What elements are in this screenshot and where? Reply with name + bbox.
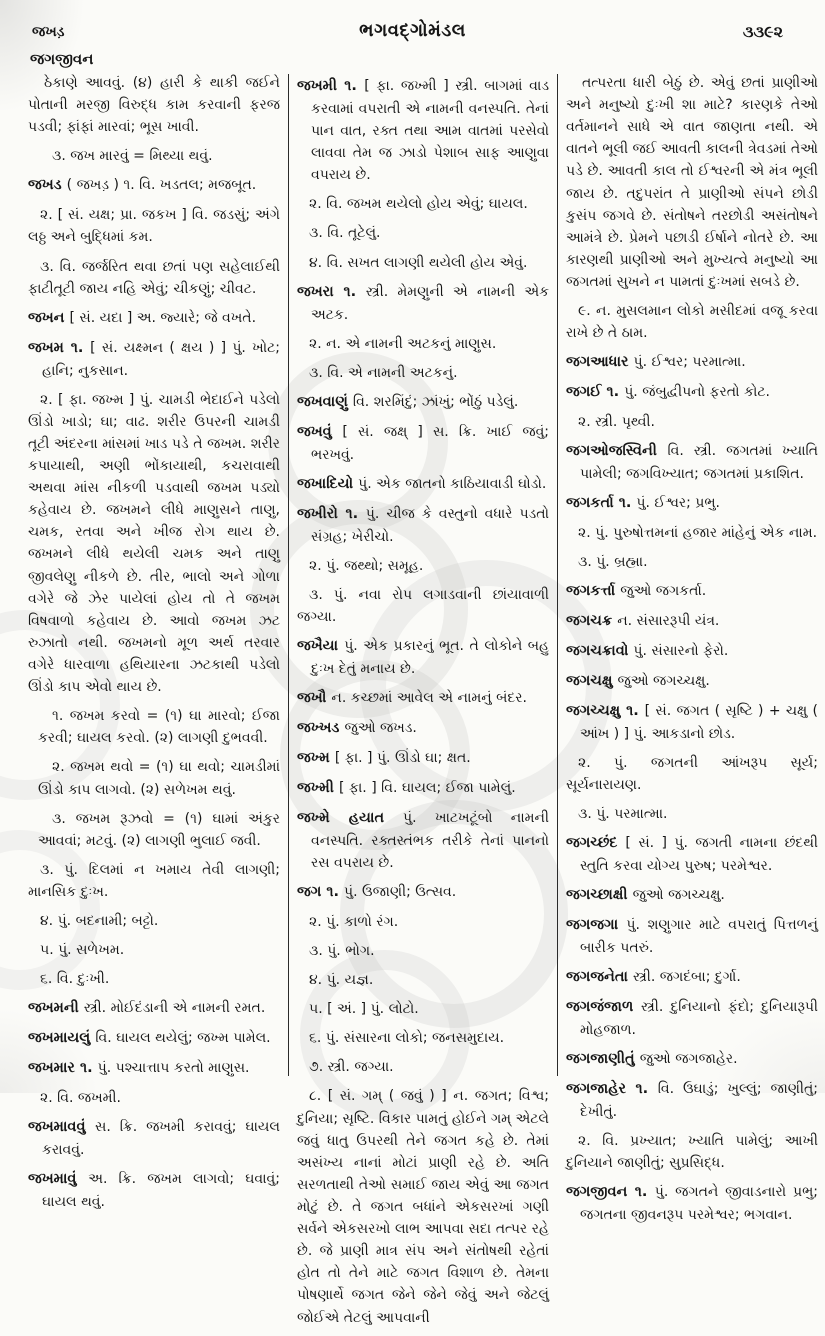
entry-paragraph: જગકર્ત્તા જુઓ જગકર્તા. bbox=[566, 583, 707, 600]
text-paragraph: ૭. સ્ત્રી. જગ્યા. bbox=[309, 1059, 394, 1076]
entry-paragraph: જખ્મી [ ફા. ] વિ. ઘાયલ; ઈજા પામેલું. bbox=[297, 779, 516, 796]
entry-paragraph: જગજંજાળ સ્ત્રી. દુનિયાનો ફંદો; દુનિયારૂપી મોહજાળ. bbox=[566, 999, 818, 1039]
headword: જગઓજસ્વિની bbox=[566, 443, 668, 460]
text-paragraph: ૩. વિ. જર્જરિત થવા છતાં પણ સહેલાઈથી ફાટીતૂટી જાય નહિ એવું; ચીકણું; ચીવટ. bbox=[28, 258, 280, 297]
entry-paragraph: જગઆધાર પું. ઈશ્વર; પરમાત્મા. bbox=[566, 354, 746, 371]
text-paragraph: ૩. પું. પરમાત્મા. bbox=[578, 806, 668, 823]
entry-paragraph: જગઈ ૧. પું. જંબુદ્વીપનો ફરતો કોટ. bbox=[566, 384, 770, 401]
headword: જખ્મ bbox=[297, 749, 335, 766]
text-paragraph: ૪. પું. યજ્ઞ. bbox=[309, 971, 374, 988]
entry-paragraph: જખડ ( જખડ઼ ) ૧. વિ. ખડતલ; મજબૂત. bbox=[28, 177, 257, 194]
column-divider bbox=[557, 74, 558, 1076]
headword: જખ્મી bbox=[297, 779, 339, 796]
headword: જગજંજાળ bbox=[566, 999, 642, 1016]
text-paragraph: ૩. પું. બ્રહ્મા. bbox=[578, 554, 648, 571]
entry-paragraph: જખમ ૧. [ સં. યક્ષ્મન ( ક્ષય ) ] પું. ખોટ; હાનિ; નુકસાન. bbox=[28, 339, 280, 379]
text-paragraph: ૨. વિ. જખમ થયેલો હોય એવું; ઘાયલ. bbox=[309, 196, 528, 213]
headword: જખમની bbox=[28, 1000, 84, 1017]
text-paragraph: ૬. પું. સંસારના લોકો; જનસમુદાય. bbox=[309, 1030, 505, 1047]
text-paragraph: ૨. વિ. પ્રખ્યાત; ખ્યાતિ પામેલું; આખી દુનિયાને જાણીતું; સુપ્રસિદ્ધ. bbox=[566, 1133, 818, 1172]
headword: જખ્ખડ bbox=[297, 720, 345, 736]
text-paragraph: ૮. [ સં. ગમ્ ( જવું ) ] ન. જગત; વિશ્વ; દુનિયા; સૃષ્ટિ. વિકાર પામતું હોઈને ગમ્ એટલે જવું ધાતુ ઉપરથી તેને જગત કહે છે. તેમાં અસંખ્ય નાનાં મોટાં પ્રાણી રહે છે. અતિ સરળતાથી તેઓ સમાઈ જાય એવું આ જગત મોટું છે. તે જગત બધાંને એકસરખાં ગણી સર્વને એકસરખો લાભ આપવા સદા તત્પર રહે છે. જે પ્રાણી માત્ર સંપ અને સંતોષથી રહેતાં હોત તો તેને માટે જગત વિશાળ છે. તેમના પોષણાર્થે જગત જેને જેને જેવું અને જેટલું જોઈએ તેટલું આપવાની bbox=[297, 1088, 550, 1326]
text-paragraph: ૨. પું. જથ્થો; સમૂહ. bbox=[309, 557, 424, 574]
headword: જગ ૧. bbox=[297, 883, 345, 900]
headword: જગજાણીતું bbox=[566, 1051, 640, 1068]
text-paragraph: ૩. વિ. એ નામની અટકનું. bbox=[309, 364, 458, 381]
headword: જગકર્તા ૧. bbox=[566, 495, 637, 512]
entry-paragraph: જખવું [ સં. જક્ષ્ ] સ. ક્રિ. ખાઈ જવું; ભરખવું. bbox=[297, 423, 550, 463]
entry-paragraph: જખ્મ [ ફા. ] પું. ઊંડો ઘા; ક્ષત. bbox=[297, 749, 471, 766]
headword: જગચક્રાવો bbox=[566, 643, 634, 660]
headword: જગજનેતા bbox=[566, 969, 634, 986]
entry-paragraph: જખ્મે હયાત પું. ખાટખટૂંબો નામની વનસ્પતિ. રક્તસ્તંભક તરીકે તેનાં પાનનો રસ વપરાય છે. bbox=[297, 809, 549, 871]
headword: જખીરો ૧. bbox=[297, 505, 366, 522]
columns-container bbox=[28, 72, 818, 1336]
entry-paragraph: જખ્ખડ જુઓ જખડ. bbox=[297, 720, 417, 736]
text-paragraph: તત્પરતા ધારી બેઠું છે. એવું છતાં પ્રાણીઓ અને મનુષ્યો દુઃખી શા માટે? કારણકે તેઓ વર્તમાનને સાધે એ વાત જાણતા નથી. એ વાતને ભૂલી જઈ આવતી કાલની ત્રેવડમાં તેઓ પડે છે. આવતી કાલ તો ઈશ્વરની એ મંત્ર ભૂલી જાય છે. તદુપરાંત તે પ્રાણીઓ સંપને છોડી કુસંપ જગવે છે. સંતોષને તરછોડી અસંતોષને આમંત્રે છે. પ્રેમને પછાડી ઈર્ષાને નોતરે છે. આ કારણથી પ્રાણીઓ અને મુખ્યત્વે મનુષ્યો આ જગતમાં સુખને ન પામતાં દુઃખમાં સબડે છે. bbox=[566, 75, 818, 290]
entry-paragraph: જખમી ૧. [ ફા. જખ્મી ] સ્ત્રી. બાગમાં વાડ કરવામાં વપરાતી એ નામની વનસ્પતિ. તેનાં પાન વાત, રક્ત તથા આમ વાતમાં પરસેવો લાવવા તેમ જ ઝાડો પેશાબ સાફ આણુવા વપરાય છે. bbox=[297, 78, 550, 184]
headword: જખમ ૧. bbox=[28, 339, 91, 356]
entry-paragraph: જખમાવું અ. ક્રિ. જખમ લાગવો; ઘવાવું; ઘાયલ થવું. bbox=[28, 1171, 281, 1211]
text-paragraph: ૨. સ્ત્રી. પૃથ્વી. bbox=[578, 414, 655, 431]
headword: જખૈયા bbox=[297, 638, 345, 655]
entry-paragraph: જગચક્રાવો પું. સંસારનો ફેરો. bbox=[566, 643, 729, 660]
text-paragraph: ૩. પું. ભોગ. bbox=[309, 942, 375, 959]
headword: જખમી ૧. bbox=[297, 78, 365, 94]
entry-paragraph: જગઓજસ્વિની વિ. સ્ત્રી. જગતમાં ખ્યાતિ પામેલી; જગવિખ્યાત; જગતમાં પ્રકાશિત. bbox=[566, 443, 818, 483]
headword: જગજીવન ૧. bbox=[566, 1184, 655, 1201]
text-paragraph: ૪. વિ. સખત લાગણી થયેલી હોય એવું. bbox=[309, 254, 528, 271]
page-number: ૩૩૯૨ bbox=[742, 22, 783, 41]
text-paragraph: ૨. [ ફા. જખ્મ ] પું. ચામડી ભેદાઈને પડેલો ઊંડો ખાડો; ઘા; વાઢ. શરીર ઉપરની ચામડી તૂટી અંદરના માંસમાં ખાડ પડે તે જખમ. શરીર કપાયાથી, અણી ભોંકાયાથી, કચરાવાથી અથવા માંસ નીકળી પડવાથી જખમ પડ્યો કહેવાય છે. જખમને લીધે માણુસને તાણુ, ચમક, રતવા અને ખીજ રોગ થાય છે. જખમને લીધે થયેલી ચમક અને તાણુ જીવલેણુ નીકળે છે. તીર, ભાલો અને ગોળા વગેરે જે ઝેર પાયેલાં હોય તો તે જખમ વિષવાળો કહેવાય છે. આવો જખમ ઝટ રુઝાતો નથી. જખમનો મૂળ અર્થ તરવાર વગેરે ધારવાળા હથિયારના ઝટકાથી પડેલો ઊંડો કાપ એવો થાય છે. bbox=[28, 391, 280, 696]
entry-paragraph: જગજાણીતું જુઓ જગજાહેર. bbox=[566, 1051, 738, 1068]
running-head-first-word: જખડ઼ bbox=[32, 24, 65, 40]
entry-paragraph: જગજગા પું. શણુગાર માટે વપરાતું પિત્તળનું બારીક પતરું. bbox=[566, 917, 818, 957]
entry-paragraph: જગચક્ર ન. સંસારરૂપી યંત્ર. bbox=[566, 613, 720, 630]
headword: જગકર્ત્તા bbox=[566, 583, 621, 600]
text-paragraph: ૨. પું. જગતની આંખરૂપ સૂર્ય; સૂર્યનારાયણ. bbox=[566, 755, 818, 794]
entry-paragraph: જગકર્તા ૧. પું. ઈશ્વર; પ્રભુ. bbox=[566, 495, 721, 512]
headword: જખૌ bbox=[297, 690, 332, 707]
headword: જખરા ૧. bbox=[297, 283, 366, 300]
headword: જખમાર ૧. bbox=[28, 1060, 98, 1077]
headword: જગચ્ચક્ષુ ૧. bbox=[566, 703, 645, 719]
text-paragraph: ૩. જખમ રૂઝવો = (૧) ઘામાં અંકુર આવવાં; મટવું. (૨) લાગણી ભુલાઈ જવી. bbox=[38, 810, 280, 849]
entry-paragraph: જખમાવવું સ. ક્રિ. જખમી કરાવવું; ઘાયલ કરાવવું. bbox=[28, 1119, 280, 1159]
text-paragraph: ૨. ન. એ નામની અટકનું માણુસ. bbox=[309, 335, 497, 352]
entry-paragraph: જખમાયલું વિ. ઘાયલ થયેલું; જખ્મ પામેલ. bbox=[28, 1030, 271, 1047]
text-paragraph: ૨. વિ. જખમી. bbox=[40, 1090, 121, 1107]
entry-paragraph: જગચ્છંદ [ સં. ] પું. જગતી નામના છંદથી સ્તુતિ કરવા યોગ્ય પુરુષ; પરમેશ્વર. bbox=[566, 835, 818, 875]
entry-paragraph: જખીરો ૧. પું. ચીજ કે વસ્તુનો વધારે પડતો સંગ્રહ; ખેરીચો. bbox=[297, 505, 549, 545]
headword: જખવું bbox=[297, 423, 343, 440]
text-paragraph: ૩. જખ મારવું = મિથ્યા થવું. bbox=[52, 148, 213, 165]
headword: જગચ્છાક્ષી bbox=[566, 887, 633, 904]
entry-paragraph: જગચક્ષુ જુઓ જગચ્ચક્ષુ. bbox=[566, 673, 710, 690]
headword: જખડ bbox=[28, 177, 67, 194]
text-paragraph: ૨. જખમ થવો = (૧) ઘા થવો; ચામડીમાં ઊંડો કાપ લાગવો. (૨) સળેખમ થવું. bbox=[38, 759, 280, 798]
column-divider bbox=[288, 74, 289, 1076]
headword: જખન bbox=[28, 309, 70, 326]
text-paragraph: ૨. પું. કાળો રંગ. bbox=[309, 913, 399, 930]
entry-paragraph: જખૌ ન. કચ્છમાં આવેલ એ નામનું બંદર. bbox=[297, 690, 527, 707]
text-paragraph: ૩. પું. નવા રોપ લગાડવાની છાંયાવાળી જગ્યા. bbox=[297, 586, 549, 625]
running-head-last-word: જગજીવન bbox=[30, 50, 94, 68]
headword: જગચક્ષુ bbox=[566, 673, 618, 690]
text-paragraph: ૨. [ સં. યક્ષ; પ્રા. જકખ ] વિ. જડસું; અંગે લઠ્ઠ અને બુદ્ધિમાં કમ. bbox=[28, 207, 280, 246]
headword: જગઆધાર bbox=[566, 354, 634, 371]
column-right bbox=[566, 72, 818, 1336]
entry-paragraph: જખમાર ૧. પું. પશ્ચાત્તાપ કરતો માણુસ. bbox=[28, 1060, 250, 1077]
text-paragraph: ૧. જખમ કરવો = (૧) ઘા મારવો; ઈજા કરવી; ઘાયલ કરવો. (૨) લાગણી દુભવવી. bbox=[38, 708, 280, 747]
entry-paragraph: જગચ્ચક્ષુ ૧. [ સં. જગત ( સૃષ્ટિ ) + ચક્ષુ ( આંખ ) ] પું. આકડાનો છોડ. bbox=[566, 703, 818, 742]
headword: જગચક્ર bbox=[566, 613, 618, 630]
entry-paragraph: જગજનેતા સ્ત્રી. જગદંબા; દુર્ગા. bbox=[566, 969, 741, 986]
entry-paragraph: જગ ૧. પું. ઉજાણી; ઉત્સવ. bbox=[297, 883, 457, 900]
headword: જખવાણું bbox=[297, 393, 353, 410]
entry-paragraph: જગચ્છાક્ષી જુઓ જગચ્ચક્ષુ. bbox=[566, 887, 725, 904]
text-paragraph: ૪. પું. બદનામી; બટ્ટો. bbox=[40, 913, 159, 930]
headword: જખમાવવું bbox=[28, 1119, 96, 1136]
headword: જખમાવું bbox=[28, 1171, 89, 1188]
text-paragraph: ૩. વિ. તૂટેલું. bbox=[309, 225, 381, 242]
headword: જખમાયલું bbox=[28, 1030, 96, 1047]
text-paragraph: ૫. [ અં. ] પું. લોટો. bbox=[309, 1001, 419, 1018]
entry-paragraph: જખન [ સં. યદા ] અ. જ્યારે; જે વખતે. bbox=[28, 309, 257, 326]
text-paragraph: ૩. પું. દિલમાં ન ખમાય તેવી લાગણી; માનસિક દુઃખ. bbox=[28, 861, 280, 900]
text-paragraph: ૯. ન. મુસલમાન લોકો મસીદમાં વજૂ કરવા રાખે છે તે ઠામ. bbox=[566, 303, 818, 342]
entry-paragraph: જખરા ૧. સ્ત્રી. મેમણુની એ નામની એક અટક. bbox=[297, 283, 549, 323]
text-paragraph: ૬. વિ. દુઃખી. bbox=[40, 971, 110, 988]
entry-paragraph: જગજીવન ૧. પું. જગતને જીવાડનારો પ્રભુ; જગતના જીવનરૂપ પરમેશ્વર; ભગવાન. bbox=[566, 1184, 819, 1224]
column-left bbox=[28, 72, 280, 1336]
headword: જગઈ ૧. bbox=[566, 384, 625, 401]
page-title: ભગવદ્ગોમંડલ bbox=[359, 20, 466, 41]
entry-paragraph: જખવાણું વિ. શરમિંદું; ઝાંખું; ભોંઠું પડેલું. bbox=[297, 393, 519, 410]
headword: જગજગા bbox=[566, 917, 627, 934]
entry-paragraph: જખૈયા પું. એક પ્રકારનું ભૂત. તે લોકોને બહુ દુઃખ દેતું મનાય છે. bbox=[297, 638, 549, 677]
headword: જગચ્છંદ bbox=[566, 835, 626, 852]
entry-paragraph: જખાદિયો પું. એક જાતનો કાઠિયાવાડી ઘોડો. bbox=[297, 475, 547, 492]
headword: જગજાહેર ૧. bbox=[566, 1081, 658, 1098]
headword: જખ્મે હયાત bbox=[297, 809, 404, 826]
entry-paragraph: જગજાહેર ૧. વિ. ઉઘાડું; ખુલ્લું; જાણીતું; દેખીતું. bbox=[566, 1081, 818, 1121]
text-paragraph: ૨. પું. પુરુષોત્તમનાં હજાર માંહેનું એક નામ. bbox=[578, 525, 818, 542]
column-center bbox=[297, 72, 549, 1336]
text-paragraph: ઠેકાણે આવવું. (૪) હારી કે થાકી જઈને પોતાની મરજી વિરુદ્ધ કામ કરવાની ફરજ પડવી; ફાંફાં મારવાં; ભૂસ ખાવી. bbox=[28, 75, 280, 136]
headword: જખાદિયો bbox=[297, 475, 359, 492]
entry-paragraph: જખમની સ્ત્રી. મોઈદંડાની એ નામની રમત. bbox=[28, 1000, 266, 1017]
text-paragraph: ૫. પું. સળેખમ. bbox=[40, 942, 125, 959]
